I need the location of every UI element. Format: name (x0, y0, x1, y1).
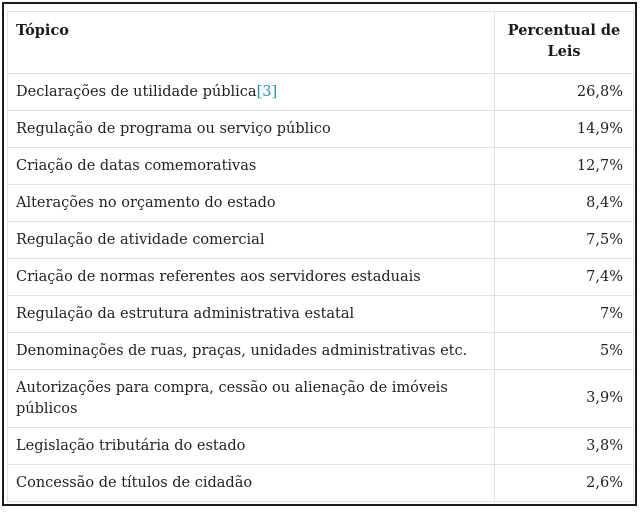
row-percent: 7,4% (495, 259, 634, 296)
table-frame (2, 2, 637, 506)
row-percent: 14,9% (495, 111, 634, 148)
row-topic: Concessão de títulos de cidadão (8, 465, 495, 502)
table-row (8, 465, 634, 502)
table-row (8, 370, 634, 428)
table-row (8, 222, 634, 259)
row-percent: 3,8% (495, 428, 634, 465)
table-header-row (8, 12, 634, 74)
table-row (8, 296, 634, 333)
row-percent: 7% (495, 296, 634, 333)
row-topic: Criação de datas comemorativas (8, 148, 495, 185)
row-percent: 5% (495, 333, 634, 370)
row-topic-text: Declarações de utilidade pública (16, 83, 257, 100)
row-topic: Regulação da estrutura administrativa estatal (8, 296, 495, 333)
row-topic: Autorizações para compra, cessão ou alienação de imóveis públicos (8, 370, 495, 428)
row-percent: 2,6% (495, 465, 634, 502)
table-row (8, 259, 634, 296)
row-topic (8, 74, 495, 111)
table-row (8, 428, 634, 465)
row-percent: 8,4% (495, 185, 634, 222)
header-percent: Percentual de Leis (495, 12, 634, 74)
row-topic: Criação de normas referentes aos servidores estaduais (8, 259, 495, 296)
table-row (8, 111, 634, 148)
row-topic: Legislação tributária do estado (8, 428, 495, 465)
table-row (8, 333, 634, 370)
row-topic: Alterações no orçamento do estado (8, 185, 495, 222)
row-topic: Denominações de ruas, praças, unidades administrativas etc. (8, 333, 495, 370)
row-percent: 3,9% (495, 370, 634, 428)
table-row (8, 74, 634, 111)
citation-link[interactable]: [3] (256, 83, 278, 100)
row-percent: 7,5% (495, 222, 634, 259)
row-topic: Regulação de atividade comercial (8, 222, 495, 259)
table-row (8, 148, 634, 185)
header-topic: Tópico (8, 12, 495, 74)
laws-table (7, 11, 634, 502)
table-row (8, 185, 634, 222)
row-topic: Regulação de programa ou serviço público (8, 111, 495, 148)
row-percent: 12,7% (495, 148, 634, 185)
row-percent: 26,8% (495, 74, 634, 111)
